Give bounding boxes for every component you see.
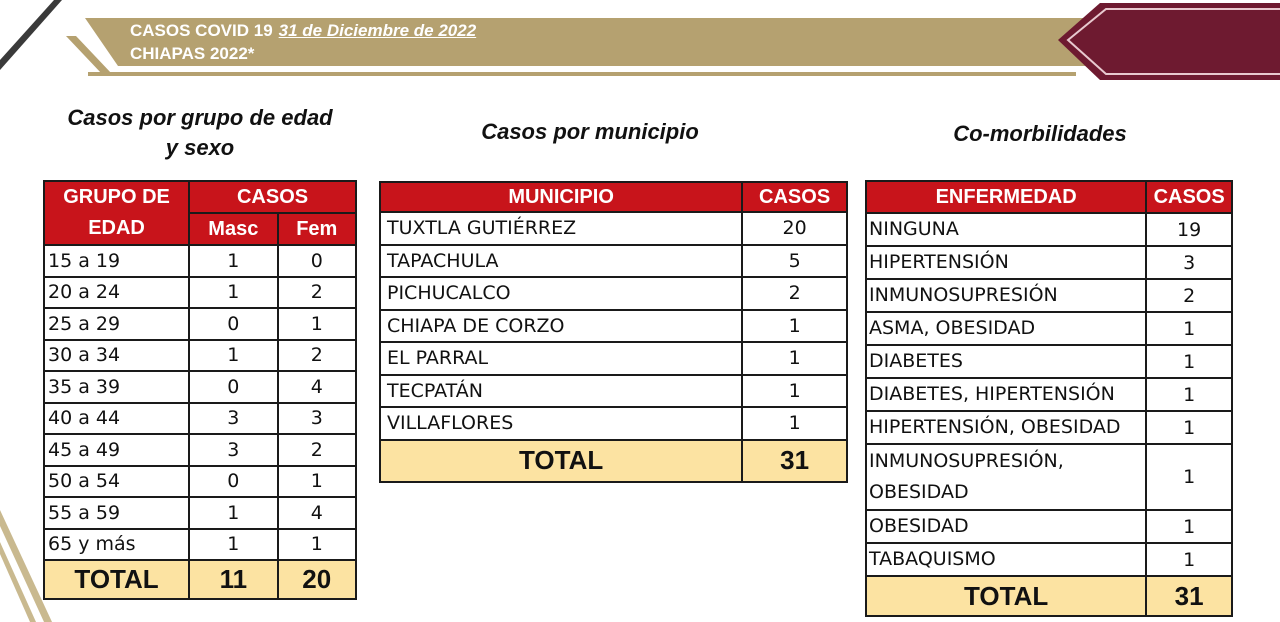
- total-row: [44, 560, 356, 599]
- cell-fem: 4: [278, 371, 356, 403]
- table-row: [866, 345, 1232, 378]
- cell-enfermedad: HIPERTENSIÓN, OBESIDAD: [866, 411, 1146, 444]
- table-row: [866, 543, 1232, 576]
- cell-masc: 0: [189, 371, 277, 403]
- cell-casos: 1: [1146, 411, 1232, 444]
- cell-grupo: 20 a 24: [44, 277, 189, 309]
- cell-fem: 2: [278, 434, 356, 466]
- total-value: 31: [1146, 576, 1232, 616]
- table-row: [380, 277, 847, 310]
- cell-enfermedad: OBESIDAD: [866, 510, 1146, 543]
- table-row: [866, 411, 1232, 444]
- table-row: [44, 340, 356, 372]
- cell-grupo: 25 a 29: [44, 308, 189, 340]
- section-title-comorbilidades: Co-morbilidades: [953, 121, 1127, 146]
- table-row: [380, 212, 847, 245]
- cell-fem: 1: [278, 466, 356, 498]
- cell-enfermedad: ASMA, OBESIDAD: [866, 312, 1146, 345]
- cell-municipio: PICHUCALCO: [380, 277, 742, 310]
- table-row: [866, 213, 1232, 246]
- cell-masc: 1: [189, 497, 277, 529]
- header-casos: CASOS: [742, 182, 847, 212]
- cell-grupo: 55 a 59: [44, 497, 189, 529]
- cell-municipio: VILLAFLORES: [380, 407, 742, 440]
- cell-casos: 19: [1146, 213, 1232, 246]
- header-subtitle: CHIAPAS 2022*: [130, 44, 255, 63]
- total-value: 31: [742, 440, 847, 482]
- cell-casos: 1: [742, 342, 847, 375]
- cell-casos: 1: [742, 375, 847, 408]
- table-row: [44, 529, 356, 561]
- cell-casos: 5: [742, 245, 847, 278]
- cell-grupo: 45 a 49: [44, 434, 189, 466]
- table-row: [380, 342, 847, 375]
- cell-municipio: CHIAPA DE CORZO: [380, 310, 742, 343]
- table-row: [866, 312, 1232, 345]
- table-row: [380, 375, 847, 408]
- table-row: [44, 277, 356, 309]
- header-casos: CASOS: [189, 181, 356, 213]
- cell-masc: 1: [189, 277, 277, 309]
- cell-casos: 2: [742, 277, 847, 310]
- cell-fem: 2: [278, 277, 356, 309]
- cell-masc: 0: [189, 308, 277, 340]
- cell-masc: 3: [189, 403, 277, 435]
- cell-grupo: 40 a 44: [44, 403, 189, 435]
- table-edad-sexo: [43, 180, 357, 600]
- cell-grupo: 65 y más: [44, 529, 189, 561]
- header-title-text: CASOS COVID 19: [130, 21, 273, 40]
- section-title-municipio: Casos por municipio: [481, 119, 699, 144]
- table-row: [866, 279, 1232, 312]
- table-row: [44, 434, 356, 466]
- cell-fem: 1: [278, 308, 356, 340]
- cell-casos: 1: [742, 310, 847, 343]
- cell-casos: 1: [1146, 444, 1232, 510]
- header-maroon-block: [1058, 3, 1280, 80]
- total-label: TOTAL: [44, 560, 189, 599]
- table-comorbilidades: [865, 180, 1233, 617]
- cell-masc: 1: [189, 245, 277, 277]
- table-row: [866, 246, 1232, 279]
- table-row: [380, 310, 847, 343]
- section-title-edad: Casos por grupo de edad y sexo: [67, 105, 333, 160]
- cell-fem: 1: [278, 529, 356, 561]
- cell-casos: 20: [742, 212, 847, 245]
- header-masc: Masc: [189, 213, 277, 245]
- cell-masc: 3: [189, 434, 277, 466]
- cell-enfermedad: TABAQUISMO: [866, 543, 1146, 576]
- header-title: [130, 20, 476, 42]
- cell-masc: 0: [189, 466, 277, 498]
- cell-enfermedad: INMUNOSUPRESIÓN, OBESIDAD: [866, 444, 1146, 510]
- cell-casos: 3: [1146, 246, 1232, 279]
- table-row: [44, 403, 356, 435]
- cell-casos: 1: [742, 407, 847, 440]
- corner-decoration: [0, 430, 60, 622]
- table-row: [44, 308, 356, 340]
- header-fem: Fem: [278, 213, 356, 245]
- header-date: 31 de Diciembre de 2022: [278, 21, 477, 40]
- table-row: [44, 466, 356, 498]
- total-row: [380, 440, 847, 482]
- cell-municipio: TUXTLA GUTIÉRREZ: [380, 212, 742, 245]
- table-row: [866, 510, 1232, 543]
- cell-enfermedad: INMUNOSUPRESIÓN: [866, 279, 1146, 312]
- table-row: [866, 444, 1232, 510]
- cell-masc: 1: [189, 340, 277, 372]
- cell-masc: 1: [189, 529, 277, 561]
- cell-grupo: 30 a 34: [44, 340, 189, 372]
- header-enfermedad: ENFERMEDAD: [866, 181, 1146, 213]
- total-label: TOTAL: [866, 576, 1146, 616]
- table-row: [380, 245, 847, 278]
- total-fem: 20: [278, 560, 356, 599]
- table-row: [44, 245, 356, 277]
- cell-casos: 1: [1146, 345, 1232, 378]
- cell-casos: 1: [1146, 543, 1232, 576]
- cell-fem: 2: [278, 340, 356, 372]
- table-row: [44, 371, 356, 403]
- table-row: [380, 407, 847, 440]
- cell-casos: 2: [1146, 279, 1232, 312]
- cell-grupo: 15 a 19: [44, 245, 189, 277]
- cell-fem: 0: [278, 245, 356, 277]
- cell-municipio: TAPACHULA: [380, 245, 742, 278]
- header-casos: CASOS: [1146, 181, 1232, 213]
- cell-fem: 4: [278, 497, 356, 529]
- table-row: [866, 378, 1232, 411]
- cell-casos: 1: [1146, 510, 1232, 543]
- total-row: [866, 576, 1232, 616]
- header-municipio: MUNICIPIO: [380, 182, 742, 212]
- cell-enfermedad: DIABETES: [866, 345, 1146, 378]
- total-label: TOTAL: [380, 440, 742, 482]
- total-masc: 11: [189, 560, 277, 599]
- cell-casos: 1: [1146, 378, 1232, 411]
- cell-enfermedad: DIABETES, HIPERTENSIÓN: [866, 378, 1146, 411]
- cell-enfermedad: HIPERTENSIÓN: [866, 246, 1146, 279]
- table-municipio: [379, 181, 848, 483]
- table-row: [44, 497, 356, 529]
- cell-enfermedad: NINGUNA: [866, 213, 1146, 246]
- cell-casos: 1: [1146, 312, 1232, 345]
- header-grupo-edad: GRUPO DE EDAD: [44, 181, 189, 245]
- cell-municipio: TECPATÁN: [380, 375, 742, 408]
- cell-grupo: 50 a 54: [44, 466, 189, 498]
- cell-grupo: 35 a 39: [44, 371, 189, 403]
- cell-municipio: EL PARRAL: [380, 342, 742, 375]
- cell-fem: 3: [278, 403, 356, 435]
